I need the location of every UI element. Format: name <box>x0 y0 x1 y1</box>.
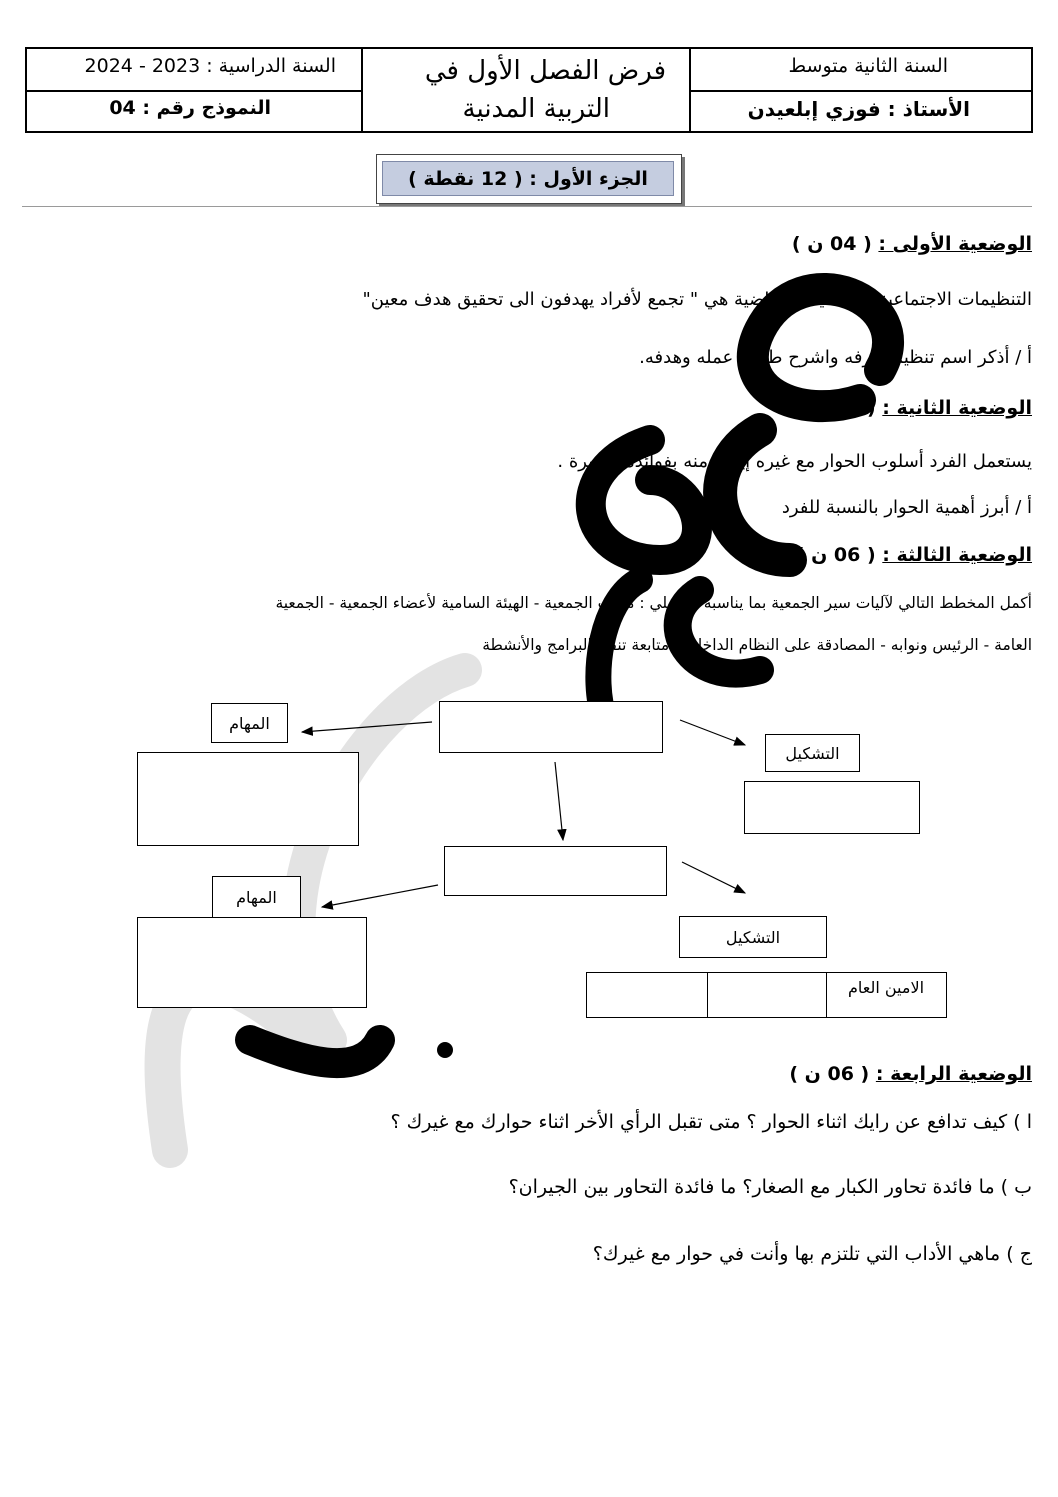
situation-3-points: ( 06 ن ) <box>795 544 876 566</box>
formation-label-bottom: التشكيل <box>679 916 827 958</box>
exam-title-line2: التربية المدنية <box>462 94 610 124</box>
situation-4-heading <box>789 1063 1032 1085</box>
situation-2-question: أ / أبرز أهمية الحوار بالنسبة للفرد <box>781 497 1032 518</box>
formation-label-top: التشكيل <box>765 734 860 772</box>
school-year: السنة الدراسية : 2023 - 2024 <box>84 55 336 77</box>
situation-1-text: التنظيمات الاجتماعية والثقافية والرياضية هي " تجمع لأفراد يهدفون الى تحقيق هدف معين" <box>362 289 1032 310</box>
situation-4-points: ( 06 ن ) <box>789 1063 870 1085</box>
model-number: النموذج رقم : 04 <box>109 97 271 119</box>
teacher-label: الأستاذ : فوزي إبلعيدن <box>747 97 970 121</box>
exam-title-line1: فرض الفصل الأول في <box>424 56 666 86</box>
arrow-to-tasks-bottom <box>322 885 438 907</box>
situation-4-title: الوضعية الرابعة : <box>875 1063 1032 1085</box>
tasks-label-bottom: المهام <box>212 876 301 918</box>
arrow-to-tasks-top <box>302 722 432 732</box>
situation-4-q3: ج ) ماهي الأداب التي تلتزم بها وأنت في حوار مع غيرك؟ <box>592 1243 1032 1265</box>
situation-2-text: يستعمل الفرد أسلوب الحوار مع غيره إيمانا منه بفوائده الكثيرة . <box>557 451 1032 472</box>
arrow-to-middle-box <box>555 762 563 840</box>
situation-1-title: الوضعية الأولى : <box>878 233 1032 255</box>
arrow-to-formation-bottom <box>682 862 745 893</box>
situation-3-title: الوضعية الثالثة : <box>882 544 1032 566</box>
arrow-to-formation-top <box>680 720 745 745</box>
tasks-label-top: المهام <box>211 703 288 743</box>
situation-4-q1: ا ) كيف تدافع عن رايك اثناء الحوار ؟ متى تقبل الرأي الأخر اثناء حوارك مع غيرك ؟ <box>390 1111 1032 1133</box>
situation-1-points: ( 04 ن ) <box>791 233 872 255</box>
level-label: السنة الثانية متوسط <box>788 55 948 77</box>
part-title: الجزء الأول : ( 12 نقطة ) <box>382 161 674 196</box>
situation-1-question: أ / أذكر اسم تنظيم تعرفه واشرح طبيعة عمله وهدفه. <box>639 347 1032 368</box>
situation-2-title: الوضعية الثانية : <box>882 397 1032 419</box>
situation-3-line1: أكمل المخطط التالي لآليات سير الجمعية بما يناسبه مما يلي : مكتب الجمعية - الهيئة السامية لأعضاء الجمعية - الجمعية <box>275 594 1032 612</box>
secretary-label: الامين العام <box>847 978 925 997</box>
situation-2-points: ( 02 ن ) <box>795 397 876 419</box>
situation-4-q2: ب ) ما فائدة تحاور الكبار مع الصغار؟ ما فائدة التحاور بين الجيران؟ <box>508 1176 1032 1198</box>
situation-3-line2: العامة - الرئيس ونوابه - المصادقة على النظام الداخلي - متابعة تنفيذ البرامج والأنشطة <box>482 636 1032 654</box>
